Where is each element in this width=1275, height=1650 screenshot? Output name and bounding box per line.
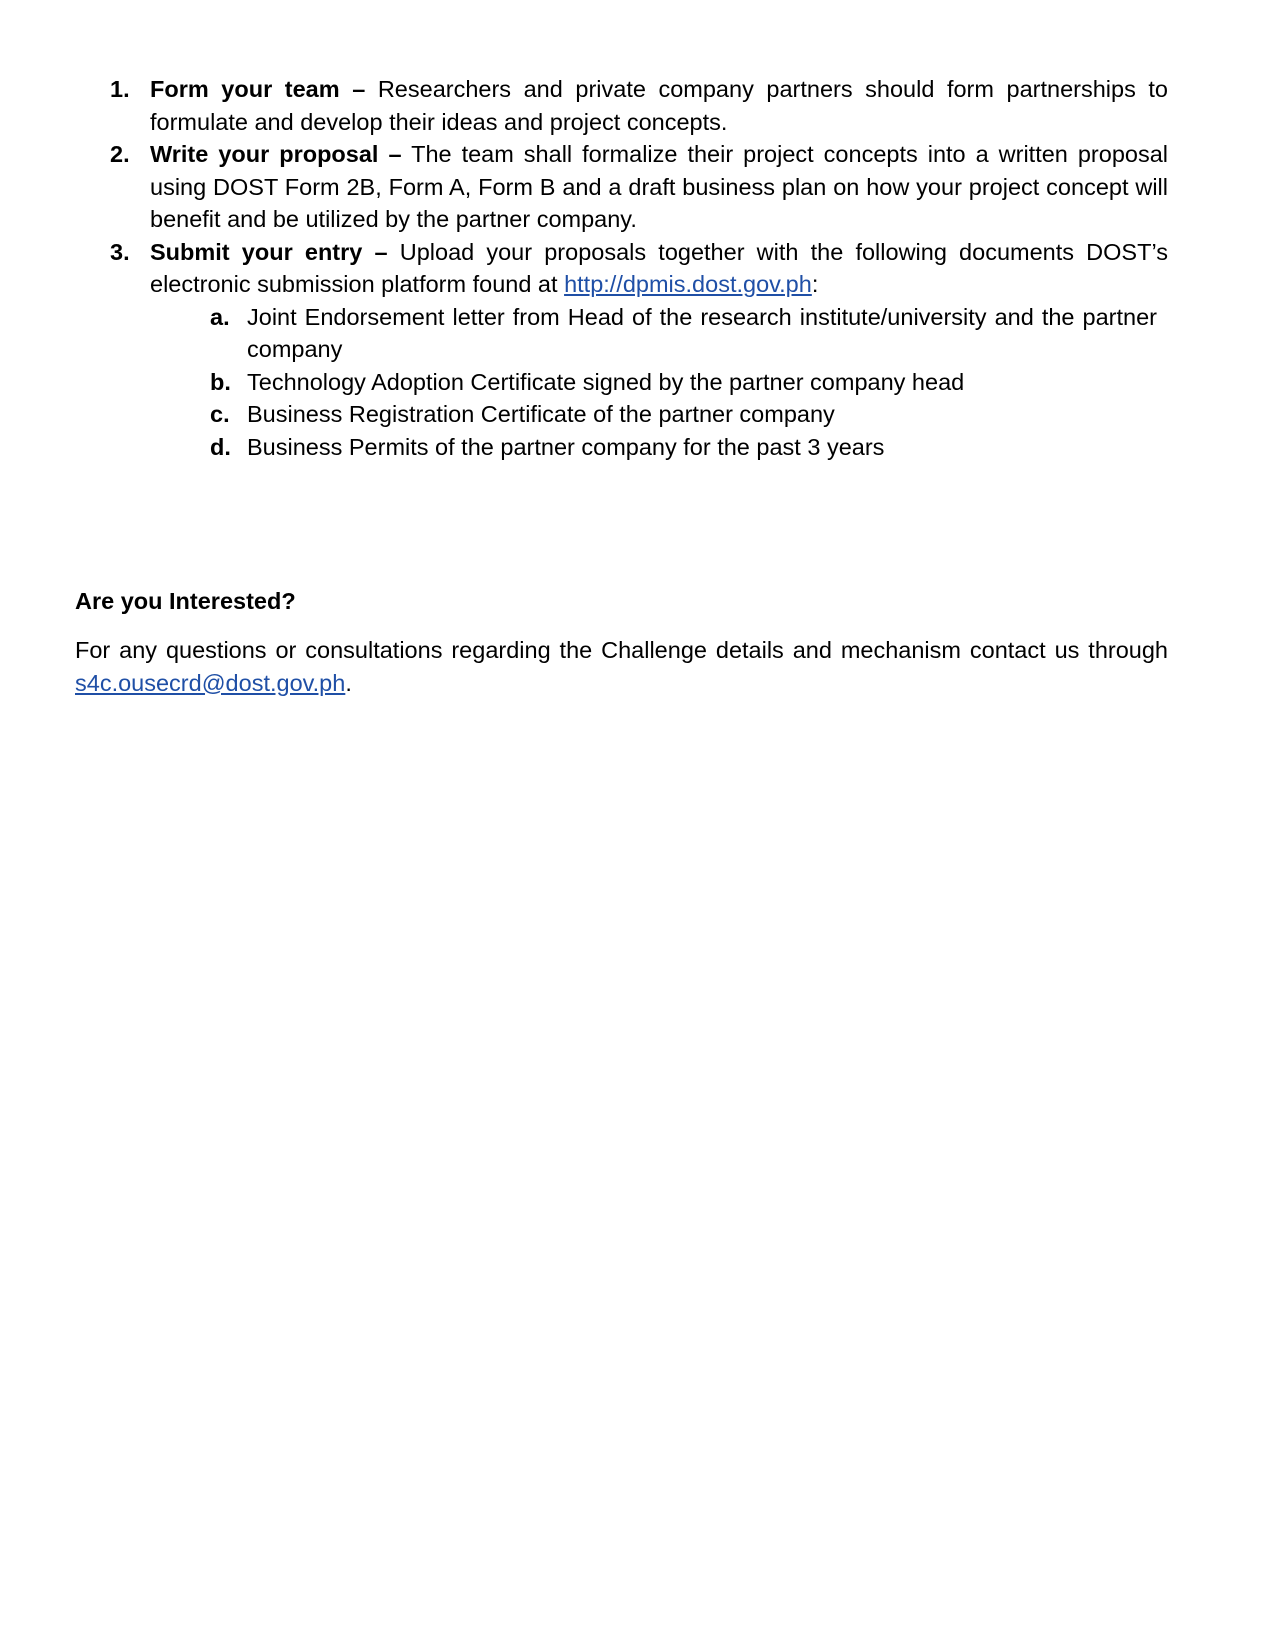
contact-email-link[interactable]: s4c.ousecrd@dost.gov.ph (75, 669, 346, 696)
document-text: Business Permits of the partner company for the past 3 years (247, 433, 885, 460)
document-item (210, 301, 1157, 366)
document-letter: c. (210, 401, 230, 427)
step-number: 1. (110, 76, 130, 102)
step-item (106, 138, 1168, 236)
step-text: The team shall formalize their project concepts into a written proposal using DOST Form 2B, Form A, Form B and a draft business plan on how your project concept will benefit and be utilized by the partner company. (150, 141, 1169, 232)
step-text: Researchers and private company partners should form partnerships to formulate and develop their ideas and project concepts. (150, 76, 1168, 135)
step-number: 3. (110, 238, 130, 265)
step-item (106, 73, 1168, 138)
step-title: Write your proposal – (150, 141, 402, 167)
document-letter: d. (210, 433, 231, 460)
interest-heading: Are you Interested? (75, 588, 296, 614)
document-text: Technology Adoption Certificate signed by the partner company head (247, 368, 965, 395)
document-letter: a. (210, 303, 230, 330)
submission-platform-link[interactable]: http://dpmis.dost.gov.ph (564, 271, 812, 297)
step-text-suffix: : (811, 271, 819, 297)
document-item (210, 431, 1157, 464)
step-text: Upload your proposals together with the following documents DOST’s electronic submission platform found at (150, 238, 1168, 297)
contact-text: For any questions or consultations regarding the Challenge details and mechanism contact us through (75, 637, 1168, 663)
steps-list (106, 73, 1168, 463)
step-number: 2. (110, 141, 130, 167)
step-item (106, 236, 1168, 464)
required-documents-list (210, 301, 1157, 464)
contact-text-suffix: . (345, 669, 352, 696)
step-title: Submit your entry – (150, 238, 388, 265)
step-title: Form your team – (150, 76, 366, 102)
document-text: Joint Endorsement letter from Head of the research institute/university and the partner company (247, 303, 1157, 362)
document-letter: b. (210, 368, 231, 395)
document-item (210, 398, 1157, 431)
contact-paragraph (75, 634, 1168, 699)
document-item (210, 366, 1157, 399)
document-text: Business Registration Certificate of the partner company (247, 401, 835, 427)
